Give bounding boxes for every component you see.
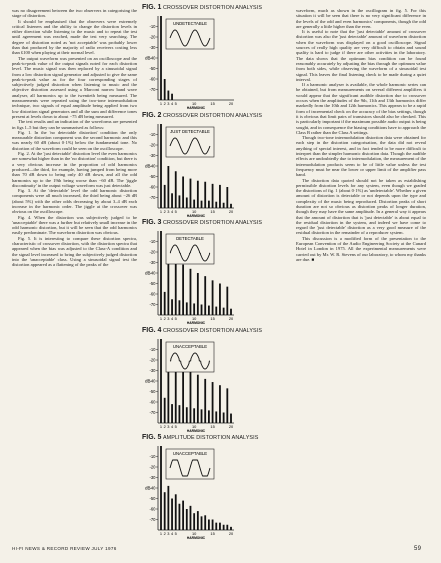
harmonic-bar xyxy=(204,515,206,530)
figure-number: FIG. 2 xyxy=(142,111,162,119)
y-tick-label: -20 xyxy=(149,357,156,362)
x-tick-label: 4 xyxy=(170,423,174,429)
distortion-level-label: DETECTABLE xyxy=(176,236,204,241)
harmonic-bar xyxy=(171,193,173,208)
figure-title xyxy=(142,4,290,12)
figure-title xyxy=(142,112,290,120)
harmonic-bar xyxy=(193,408,195,423)
harmonic-bar xyxy=(190,269,192,315)
x-axis-label: HARMONIC xyxy=(186,536,206,539)
harmonic-bar xyxy=(212,382,214,423)
paragraph: The distortion data quoted should not be taken as establishing permissible distortion levels for any system, even though we graded the distortions of fig. 1 (about 0·1%) as 'undetectable'. Whether a given amount of distortion is detectable or not depends upon the type and complexity of the music being reproduced. Distortion peaks of short duration are not so obvious as distortion peaks of longer duration, though they may have the same amplitude. In a general way it appears that the amount of distortion that is 'just detectable' is about equal to the residual distortion in the system, and indeed we have come to regard the 'just detectable' distortion as a very good measure of the residual distortion in the remainder of a reproducer system. xyxy=(296,177,426,236)
x-tick-label: 1 xyxy=(159,531,163,536)
x-tick-label: 2 xyxy=(163,101,166,106)
harmonic-bar xyxy=(160,124,162,208)
y-tick-label: -20 xyxy=(149,464,156,470)
harmonic-bar xyxy=(215,411,217,423)
harmonic-bar xyxy=(164,292,166,315)
harmonic-bar xyxy=(197,273,199,315)
paragraph: Fig. 3. At the 'detectable' level the odd harmonic distortion components were all much increased, the third being about −26 dB (about 5%) with the other odds decreasing by about 3–4 dB each increase in the harmonic order. The jiggle at the crossover was obvious on the oscilloscope. xyxy=(12,188,137,215)
harmonic-bar xyxy=(215,201,217,207)
harmonic-bar xyxy=(164,79,166,100)
figures-column xyxy=(142,4,290,542)
harmonic-bar xyxy=(164,492,166,530)
harmonic-bar xyxy=(197,511,199,530)
y-tick-label: -30 xyxy=(149,367,156,373)
x-tick-label: 4 xyxy=(170,101,174,106)
x-tick-label: 4 xyxy=(170,316,174,321)
x-tick-label: 3 xyxy=(167,423,170,429)
harmonic-bar xyxy=(171,94,173,100)
y-tick-label: -40 xyxy=(149,163,156,168)
harmonic-bar xyxy=(219,184,221,207)
y-tick-label: -70 xyxy=(149,194,156,200)
harmonic-bar xyxy=(167,166,169,208)
footer-publication: HI-FI NEWS & RECORD REVIEW JULY 1976 xyxy=(12,546,117,551)
y-tick-label: -60 xyxy=(149,291,156,297)
figure-5 xyxy=(142,434,290,540)
y-tick-label: -70 xyxy=(149,302,156,307)
x-tick-label: 10 xyxy=(191,423,197,429)
harmonic-bar xyxy=(171,299,173,315)
harmonic-bar xyxy=(160,16,162,100)
harmonic-bar xyxy=(230,527,232,530)
x-tick-label: 5 xyxy=(174,208,177,214)
paragraph: If a harmonic analyser is available, the whole harmonic series can be obtained, but from measurements on several different amplifiers it would appear that the significant audible distortion due to crossover occurs when the amplitudes of the 9th, 11th and 13th harmonics differ markedly from the 10th and 12th harmonics. This appears to be a rapid form of incremental check on the accuracy of the bias settings, though it is obvious that limit pairs of transistors should also be checked. This is particularly important if the maximum possible audio output is being sought, and in consequence the biasing conditions have to approach the Class B rather than the Class A settings. xyxy=(296,82,426,135)
x-tick-label: 1 xyxy=(159,423,163,429)
harmonic-bar xyxy=(223,525,225,530)
y-axis-label: dB xyxy=(145,55,151,61)
figure-4 xyxy=(142,327,290,433)
harmonic-bar xyxy=(171,499,173,531)
figure-title xyxy=(142,219,290,227)
y-tick-label: -50 xyxy=(149,281,156,286)
harmonic-bar xyxy=(164,397,166,422)
paragraph: Fig. 5. It is interesting to compare these distortion spectra, characteristic of crossover distortion, with the distortion spectra that appeared when the bias was adjusted to the Class-A condition and the signal level increased to bring the subjectively judged distortion into the 'unacceptable' class. Using a sinusoidal signal test the distortion appeared as a flattening of the peaks of the xyxy=(12,235,137,268)
harmonic-bar xyxy=(230,309,232,315)
figure-caption: CROSSOVER DISTORTION ANALYSIS xyxy=(162,5,263,11)
x-tick-label: 20 xyxy=(228,316,234,321)
harmonic-bar xyxy=(208,306,210,315)
paragraph: It is useful to note that the 'just detectable' amount of crossover distortion was also the 'just detectable' amount of waveform distortion when the waveform was displayed on a good oscilloscope. Signal sources of really high quality are very difficult to obtain and sound quality is hard to judge if there are other activities in the laboratory. The data shows that the optimum bias condition can be found reasonably accurately by adjusting the bias through the optimum value from both sides, while observing the waveform of a sinusoidal test signal. This leaves the final listening check to be made during a quiet interval. xyxy=(296,29,426,82)
x-tick-label: 4 xyxy=(170,208,174,214)
harmonic-bar xyxy=(164,184,166,207)
harmonic-bar xyxy=(160,231,162,315)
y-tick-label: -40 xyxy=(149,55,156,61)
harmonic-chart xyxy=(142,335,290,432)
y-axis-label: dB xyxy=(145,270,151,276)
harmonic-bar xyxy=(208,200,210,207)
harmonic-bar xyxy=(226,187,228,208)
figure-title xyxy=(142,327,290,335)
x-tick-label: 10 xyxy=(191,208,197,214)
harmonic-bar xyxy=(160,446,162,530)
paragraph: The test results and an indication of the waveforms are presented in figs 1–5 but they can be summarised as follows: xyxy=(12,119,137,130)
y-tick-label: -20 xyxy=(149,249,156,255)
harmonic-bar xyxy=(201,409,203,423)
y-tick-label: -10 xyxy=(149,454,156,459)
y-tick-label: -70 xyxy=(149,517,156,522)
x-tick-label: 2 xyxy=(163,531,166,536)
y-tick-label: -70 xyxy=(149,87,156,92)
x-tick-label: 3 xyxy=(167,208,170,214)
harmonic-bar xyxy=(226,287,228,315)
y-tick-label: -50 xyxy=(149,388,156,394)
harmonic-bar xyxy=(186,407,188,423)
x-axis-label: HARMONIC xyxy=(186,213,206,217)
harmonic-bar xyxy=(208,520,210,531)
harmonic-bar xyxy=(212,280,214,315)
harmonic-bar xyxy=(219,284,221,316)
harmonic-chart xyxy=(142,120,290,217)
distortion-level-label: UNACCEPTABLE xyxy=(172,343,208,349)
page-number: 59 xyxy=(414,546,422,552)
harmonic-bar xyxy=(226,388,228,423)
y-axis-label: dB xyxy=(145,378,151,383)
harmonic-bar xyxy=(226,525,228,530)
x-tick-label: 2 xyxy=(163,208,166,214)
y-tick-label: -60 xyxy=(149,506,156,512)
harmonic-bar xyxy=(212,520,214,531)
x-tick-label: 5 xyxy=(174,531,177,536)
harmonic-bar xyxy=(193,303,195,315)
harmonic-bar xyxy=(204,181,206,207)
y-tick-label: -10 xyxy=(149,239,156,244)
harmonic-bar xyxy=(219,385,221,423)
y-tick-label: -60 xyxy=(149,399,156,404)
y-tick-label: -20 xyxy=(149,142,156,147)
harmonic-bar xyxy=(175,494,177,530)
harmonic-chart xyxy=(142,12,290,109)
y-tick-label: -30 xyxy=(149,152,156,158)
harmonic-bar xyxy=(201,516,203,530)
paragraph: Though two-tone intermodulation distortion data were obtained for each step in the distortion categorisation, the data did not reveal anything of special interest, and in fact tended to be more difficult to interpret than the simpler harmonic distortion data. Though the audible effects are undoubtedly due to intermodulation, the measurement of the intermodulation products seem to be of little value unless the test frequency must be near the lower or upper limit of the amplifier pass band. xyxy=(296,135,426,178)
harmonic-bar xyxy=(179,195,181,208)
y-tick-label: -30 xyxy=(149,260,156,265)
harmonic-bar xyxy=(208,410,210,423)
y-tick-label: -40 xyxy=(149,270,156,276)
harmonic-bar xyxy=(193,513,195,530)
harmonic-bar xyxy=(179,405,181,423)
x-tick-label: 4 xyxy=(170,531,174,536)
harmonic-bar xyxy=(223,308,225,315)
figure-title xyxy=(142,434,290,442)
x-tick-label: 2 xyxy=(163,316,166,321)
y-tick-label: -40 xyxy=(149,485,156,491)
figure-number: FIG. 5 xyxy=(142,434,162,441)
x-tick-label: 10 xyxy=(191,316,197,321)
harmonic-bar xyxy=(219,523,221,530)
y-tick-label: -20 xyxy=(149,34,156,40)
y-tick-label: -60 xyxy=(149,76,156,82)
figure-caption: CROSSOVER DISTORTION ANALYSIS xyxy=(162,327,263,334)
harmonic-bar xyxy=(179,504,181,530)
harmonic-bar xyxy=(201,200,203,207)
y-tick-label: -10 xyxy=(149,346,156,352)
harmonic-bar xyxy=(197,180,199,207)
paragraph: Fig. 2. At the 'just detectable' distortion level the even harmonics are somewhat higher than in the 'no distortion' condition, but there is a very obvious increase in the proportion of odd harmonics produced—the third, for example, having jumped from being more than 70 dB down to being only 40 dB down, and all the odd harmonics up to the 19th being worse than −60 dB. The 'jiggle discontinuity' in the output voltage waveform was just detectable. xyxy=(12,151,137,188)
harmonic-bar xyxy=(223,412,225,423)
harmonic-bar xyxy=(186,302,188,315)
y-tick-label: -70 xyxy=(149,409,156,415)
y-tick-label: -10 xyxy=(149,131,156,137)
y-tick-label: -50 xyxy=(149,66,156,71)
paragraph: The output waveform was presented on an oscilloscope and the peak-to-peak value of the output signals noted for each distortion level. The music signal was then replaced by a sinusoidal signal from a low distortion signal generator and adjusted to give the same peak-to-peak value as for the four corresponding stages of subjectively judged distortion when listening to music and the objective distortion assessed using a Marconi narrow band wave analyser, all harmonics up to the twentieth being measured. The measurements were repeated using the two-tone intermodulation technique, two signals of equal amplitude being applied from two low distortion signal generators and all the sum and difference tones present at levels down to about −75 dB being measured. xyxy=(12,55,137,119)
figure-caption: CROSSOVER DISTORTION ANALYSIS xyxy=(162,112,263,119)
y-tick-label: -10 xyxy=(149,24,156,29)
harmonic-bar xyxy=(182,368,184,423)
x-tick-label: 1 xyxy=(159,101,163,106)
figure-2 xyxy=(142,112,290,218)
harmonic-bar xyxy=(215,307,217,315)
x-tick-label: 5 xyxy=(174,423,177,429)
harmonic-bar xyxy=(197,374,199,422)
y-tick-label: -50 xyxy=(149,173,156,179)
x-tick-label: 5 xyxy=(174,101,177,106)
harmonic-bar xyxy=(167,258,169,315)
harmonic-bar xyxy=(230,203,232,207)
harmonic-bar xyxy=(190,178,192,207)
figure-number: FIG. 4 xyxy=(142,326,162,334)
harmonic-bar xyxy=(182,265,184,315)
harmonic-bar xyxy=(190,371,192,422)
x-tick-label: 1 xyxy=(159,208,163,214)
harmonic-bar xyxy=(215,523,217,530)
x-tick-label: 3 xyxy=(167,101,170,106)
harmonic-bar xyxy=(212,183,214,207)
harmonic-bar xyxy=(175,365,177,423)
harmonic-bar xyxy=(201,305,203,316)
harmonic-bar xyxy=(167,486,169,530)
right-text-column xyxy=(296,8,426,262)
paragraph: waveform, much as shown in the oscillogram in fig. 5. For this situation it will be seen that there is no very significant difference in the levels of the odd and even harmonics' components, though the odd are generally a little higher than the even. xyxy=(296,8,426,29)
harmonic-bar xyxy=(186,197,188,208)
harmonic-bar xyxy=(182,501,184,530)
paragraph: This discussion is a modified form of the presentation to the European Convention of the Audio Engineering Society at the Cunard Hotel in London in 1975. All the experimental measurements were carried out by Mr. W. R. Stevens of our laboratory, to whom my thanks are due. ■ xyxy=(296,235,426,262)
x-tick-label: 20 xyxy=(228,531,234,536)
x-tick-label: 10 xyxy=(191,531,197,536)
left-text-column xyxy=(12,8,137,268)
harmonic-bar xyxy=(182,176,184,208)
x-tick-label: 2 xyxy=(163,423,166,429)
distortion-level-label: JUST DETECTABLE xyxy=(170,128,210,134)
x-tick-label: 20 xyxy=(228,101,234,106)
distortion-level-label: UNDETECTABLE xyxy=(172,21,208,26)
y-axis-label: dB xyxy=(145,485,151,491)
figure-number: FIG. 3 xyxy=(142,219,162,226)
harmonic-bar xyxy=(179,300,181,315)
harmonic-bar xyxy=(171,404,173,423)
x-axis-label: HARMONIC xyxy=(186,321,206,324)
y-tick-label: -30 xyxy=(149,45,156,50)
x-tick-label: 1 xyxy=(159,316,163,321)
figure-caption: CROSSOVER DISTORTION ANALYSIS xyxy=(162,220,263,226)
figure-1 xyxy=(142,4,290,110)
harmonic-bar xyxy=(186,509,188,530)
harmonic-bar xyxy=(193,199,195,207)
y-axis-label: dB xyxy=(145,163,151,168)
harmonic-bar xyxy=(204,378,206,422)
x-axis-label: HARMONIC xyxy=(186,428,206,432)
x-axis-label: HARMONIC xyxy=(186,106,206,109)
paragraph: Fig. 4. When the distortion was subjectively judged to be 'unacceptable' there was a further but relatively small increase in the odd harmonic distortion, but it will be seen that the odd harmonics easily predominate. The waveform distortion was obvious. xyxy=(12,214,137,236)
harmonic-bar xyxy=(160,339,162,423)
x-tick-label: 10 xyxy=(191,101,197,106)
harmonic-bar xyxy=(190,506,192,530)
x-tick-label: 15 xyxy=(210,531,215,536)
y-tick-label: -60 xyxy=(149,184,156,189)
x-tick-label: 20 xyxy=(228,208,234,214)
x-tick-label: 5 xyxy=(174,316,177,321)
x-tick-label: 15 xyxy=(210,101,215,106)
x-tick-label: 15 xyxy=(210,316,215,321)
x-tick-label: 3 xyxy=(167,316,170,321)
y-tick-label: -30 xyxy=(149,475,156,480)
harmonic-bar xyxy=(223,202,225,207)
figure-3 xyxy=(142,219,290,325)
y-tick-label: -40 xyxy=(149,378,156,383)
paragraph: was no disagreement between the two observers in categorising the stage of distortion. xyxy=(12,8,137,19)
harmonic-bar xyxy=(175,261,177,315)
x-tick-label: 3 xyxy=(167,531,170,536)
harmonic-bar xyxy=(175,171,177,208)
harmonic-chart xyxy=(142,227,290,324)
paragraph: It should be emphasised that the observers were extremely critical listeners and the ability to change the distortion levels in either direction while listening to the music and to repeat the test until agreement was reached, made the test very searching. The degree of distortion noted as 'not acceptable' was probably lower than that produced by the majority of radio receivers costing less than £100 when playing at their normal level. xyxy=(12,18,137,56)
paragraph: Fig. 1. In the 'no detectable distortion' condition the only measurable distortion component was the second harmonic and this was nearly 60 dB (about 0·1%) below the fundamental tone. No distortion of the waveform could be seen on the oscilloscope. xyxy=(12,129,137,151)
harmonic-bar xyxy=(230,413,232,422)
y-tick-label: -50 xyxy=(149,496,156,501)
harmonic-bar xyxy=(167,91,169,100)
distortion-level-label: UNACCEPTABLE xyxy=(172,451,208,456)
figure-caption: AMPLITUDE DISTORTION ANALYSIS xyxy=(162,435,259,441)
x-tick-label: 15 xyxy=(210,208,215,214)
harmonic-chart xyxy=(142,442,290,539)
x-tick-label: 15 xyxy=(210,423,215,429)
figure-number: FIG. 1 xyxy=(142,4,162,11)
harmonic-bar xyxy=(204,276,206,315)
x-tick-label: 20 xyxy=(228,423,234,429)
